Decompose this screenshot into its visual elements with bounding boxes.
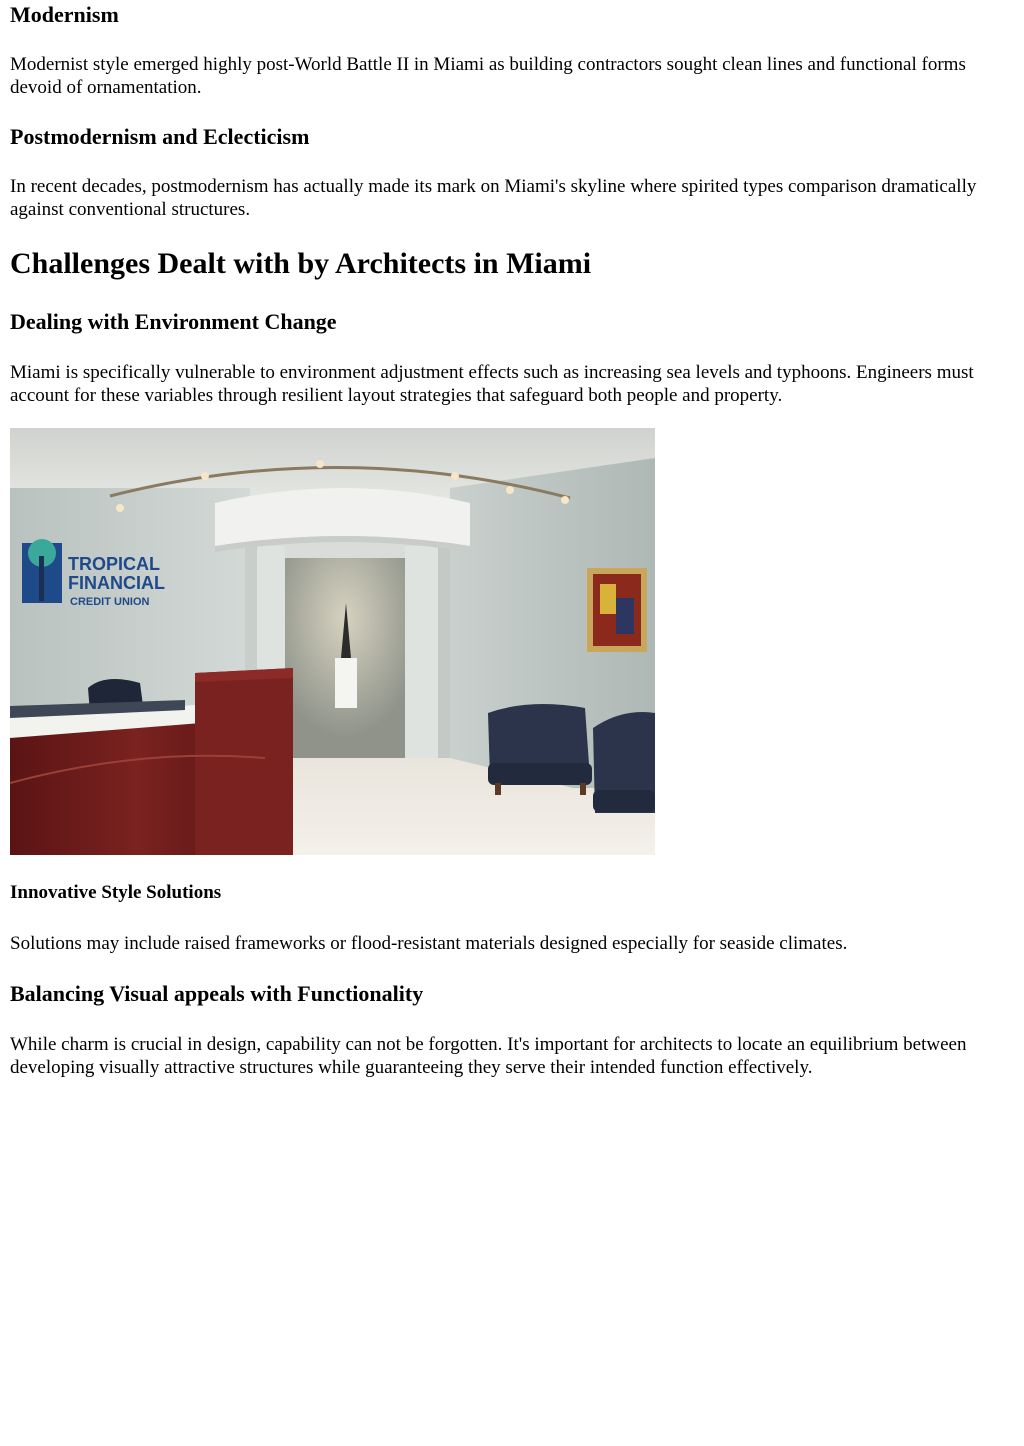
sign-line-1: TROPICAL bbox=[68, 554, 160, 574]
heading-climate: Dealing with Environment Change bbox=[10, 309, 337, 334]
sign-line-2: FINANCIAL bbox=[68, 573, 165, 593]
heading-postmodernism: Postmodernism and Eclecticism bbox=[10, 124, 310, 149]
paragraph-postmodernism: In recent decades, postmodernism has actually made its mark on Miami's skyline where spirited types comparison dramatically against conventional structures. bbox=[10, 176, 977, 220]
paragraph-innovative: Solutions may include raised frameworks or flood-resistant materials designed especially for seaside climates. bbox=[10, 933, 848, 954]
sign-line-3: CREDIT UNION bbox=[70, 596, 150, 608]
paragraph-balancing: While charm is crucial in design, capability can not be forgotten. It's important for architects to locate an equilibrium between developing visually attractive structures while guaranteeing they serve their intended function effectively. bbox=[10, 1034, 967, 1078]
lobby-photo bbox=[10, 428, 655, 855]
paragraph-modernism: Modernist style emerged highly post-World Battle II in Miami as building contractors sought clean lines and functional forms devoid of ornamentation. bbox=[10, 54, 966, 98]
heading-balancing: Balancing Visual appeals with Functionality bbox=[10, 981, 424, 1006]
heading-modernism: Modernism bbox=[10, 2, 119, 27]
paragraph-climate: Miami is specifically vulnerable to environment adjustment effects such as increasing sea levels and typhoons. Engineers must account for these variables through resilient layout strategies that safeguard both people and property. bbox=[10, 362, 974, 406]
heading-innovative: Innovative Style Solutions bbox=[10, 882, 222, 903]
heading-challenges: Challenges Dealt with by Architects in Miami bbox=[10, 247, 592, 280]
